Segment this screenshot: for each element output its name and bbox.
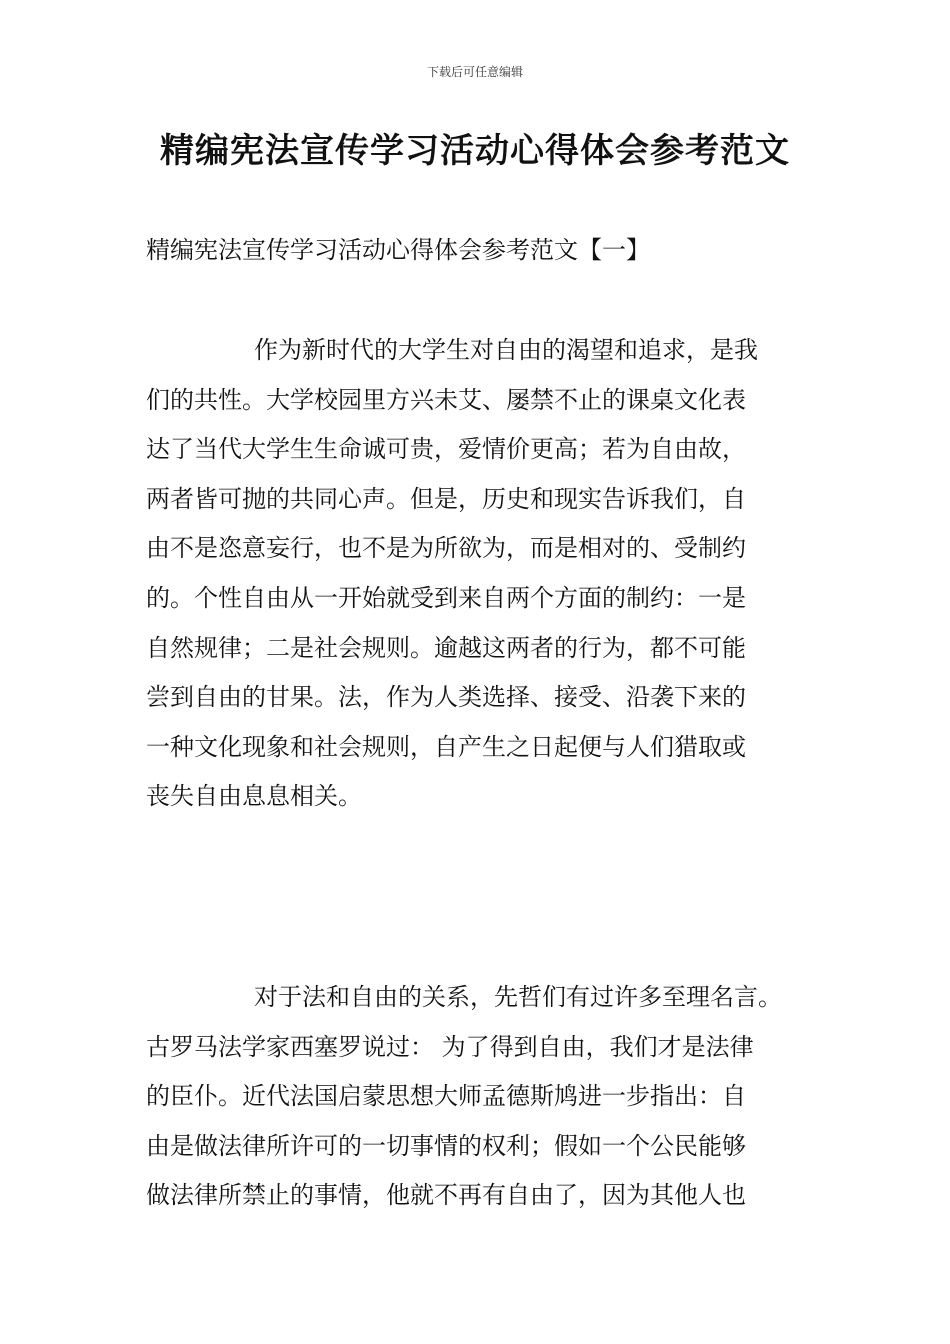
paragraph-line: 达了当代大学生生命诚可贵，爱情价更高；若为自由故， <box>146 435 746 464</box>
paragraph-line: 对于法和自由的关系，先哲们有过许多至理名言。 <box>254 983 782 1011</box>
paragraph-line: 做法律所禁止的事情，他就不再有自由了，因为其他人也 <box>146 1181 746 1210</box>
paragraph-line: 由不是恣意妄行，也不是为所欲为，而是相对的、受制约 <box>146 534 746 563</box>
paragraph-line: 的。个性自由从一开始就受到来自两个方面的制约：一是 <box>146 583 746 612</box>
paragraph-line: 两者皆可抛的共同心声。但是，历史和现实告诉我们，自 <box>146 484 746 513</box>
download-note: 下载后可任意编辑 <box>426 65 523 79</box>
paragraph-line: 古罗马法学家西塞罗说过： 为了得到自由，我们才是法律 <box>146 1032 754 1061</box>
paragraph-line: 尝到自由的甘果。法，作为人类选择、接受、沿袭下来的 <box>146 683 746 712</box>
paragraph-line: 作为新时代的大学生对自由的渴望和追求，是我 <box>254 336 758 364</box>
paragraph-line: 由是做法律所许可的一切事情的权利；假如一个公民能够 <box>146 1131 746 1160</box>
section-heading: 精编宪法宣传学习活动心得体会参考范文【一】 <box>146 236 650 264</box>
paragraph-line: 丧失自由息息相关。 <box>146 782 362 811</box>
paragraph-1 <box>146 326 826 822</box>
paragraph-line: 们的共性。大学校园里方兴未艾、屡禁不止的课桌文化表 <box>146 385 746 414</box>
paragraph-line: 一种文化现象和社会规则，自产生之日起便与人们猎取或 <box>146 732 746 761</box>
paragraph-line: 的臣仆。近代法国启蒙思想大师孟德斯鸠进一步指出：自 <box>146 1082 746 1111</box>
paragraph-line: 自然规律；二是社会规则。逾越这两者的行为，都不可能 <box>146 633 746 662</box>
paragraph-2 <box>146 973 826 1221</box>
document-title: 精编宪法宣传学习活动心得体会参考范文 <box>160 131 790 171</box>
